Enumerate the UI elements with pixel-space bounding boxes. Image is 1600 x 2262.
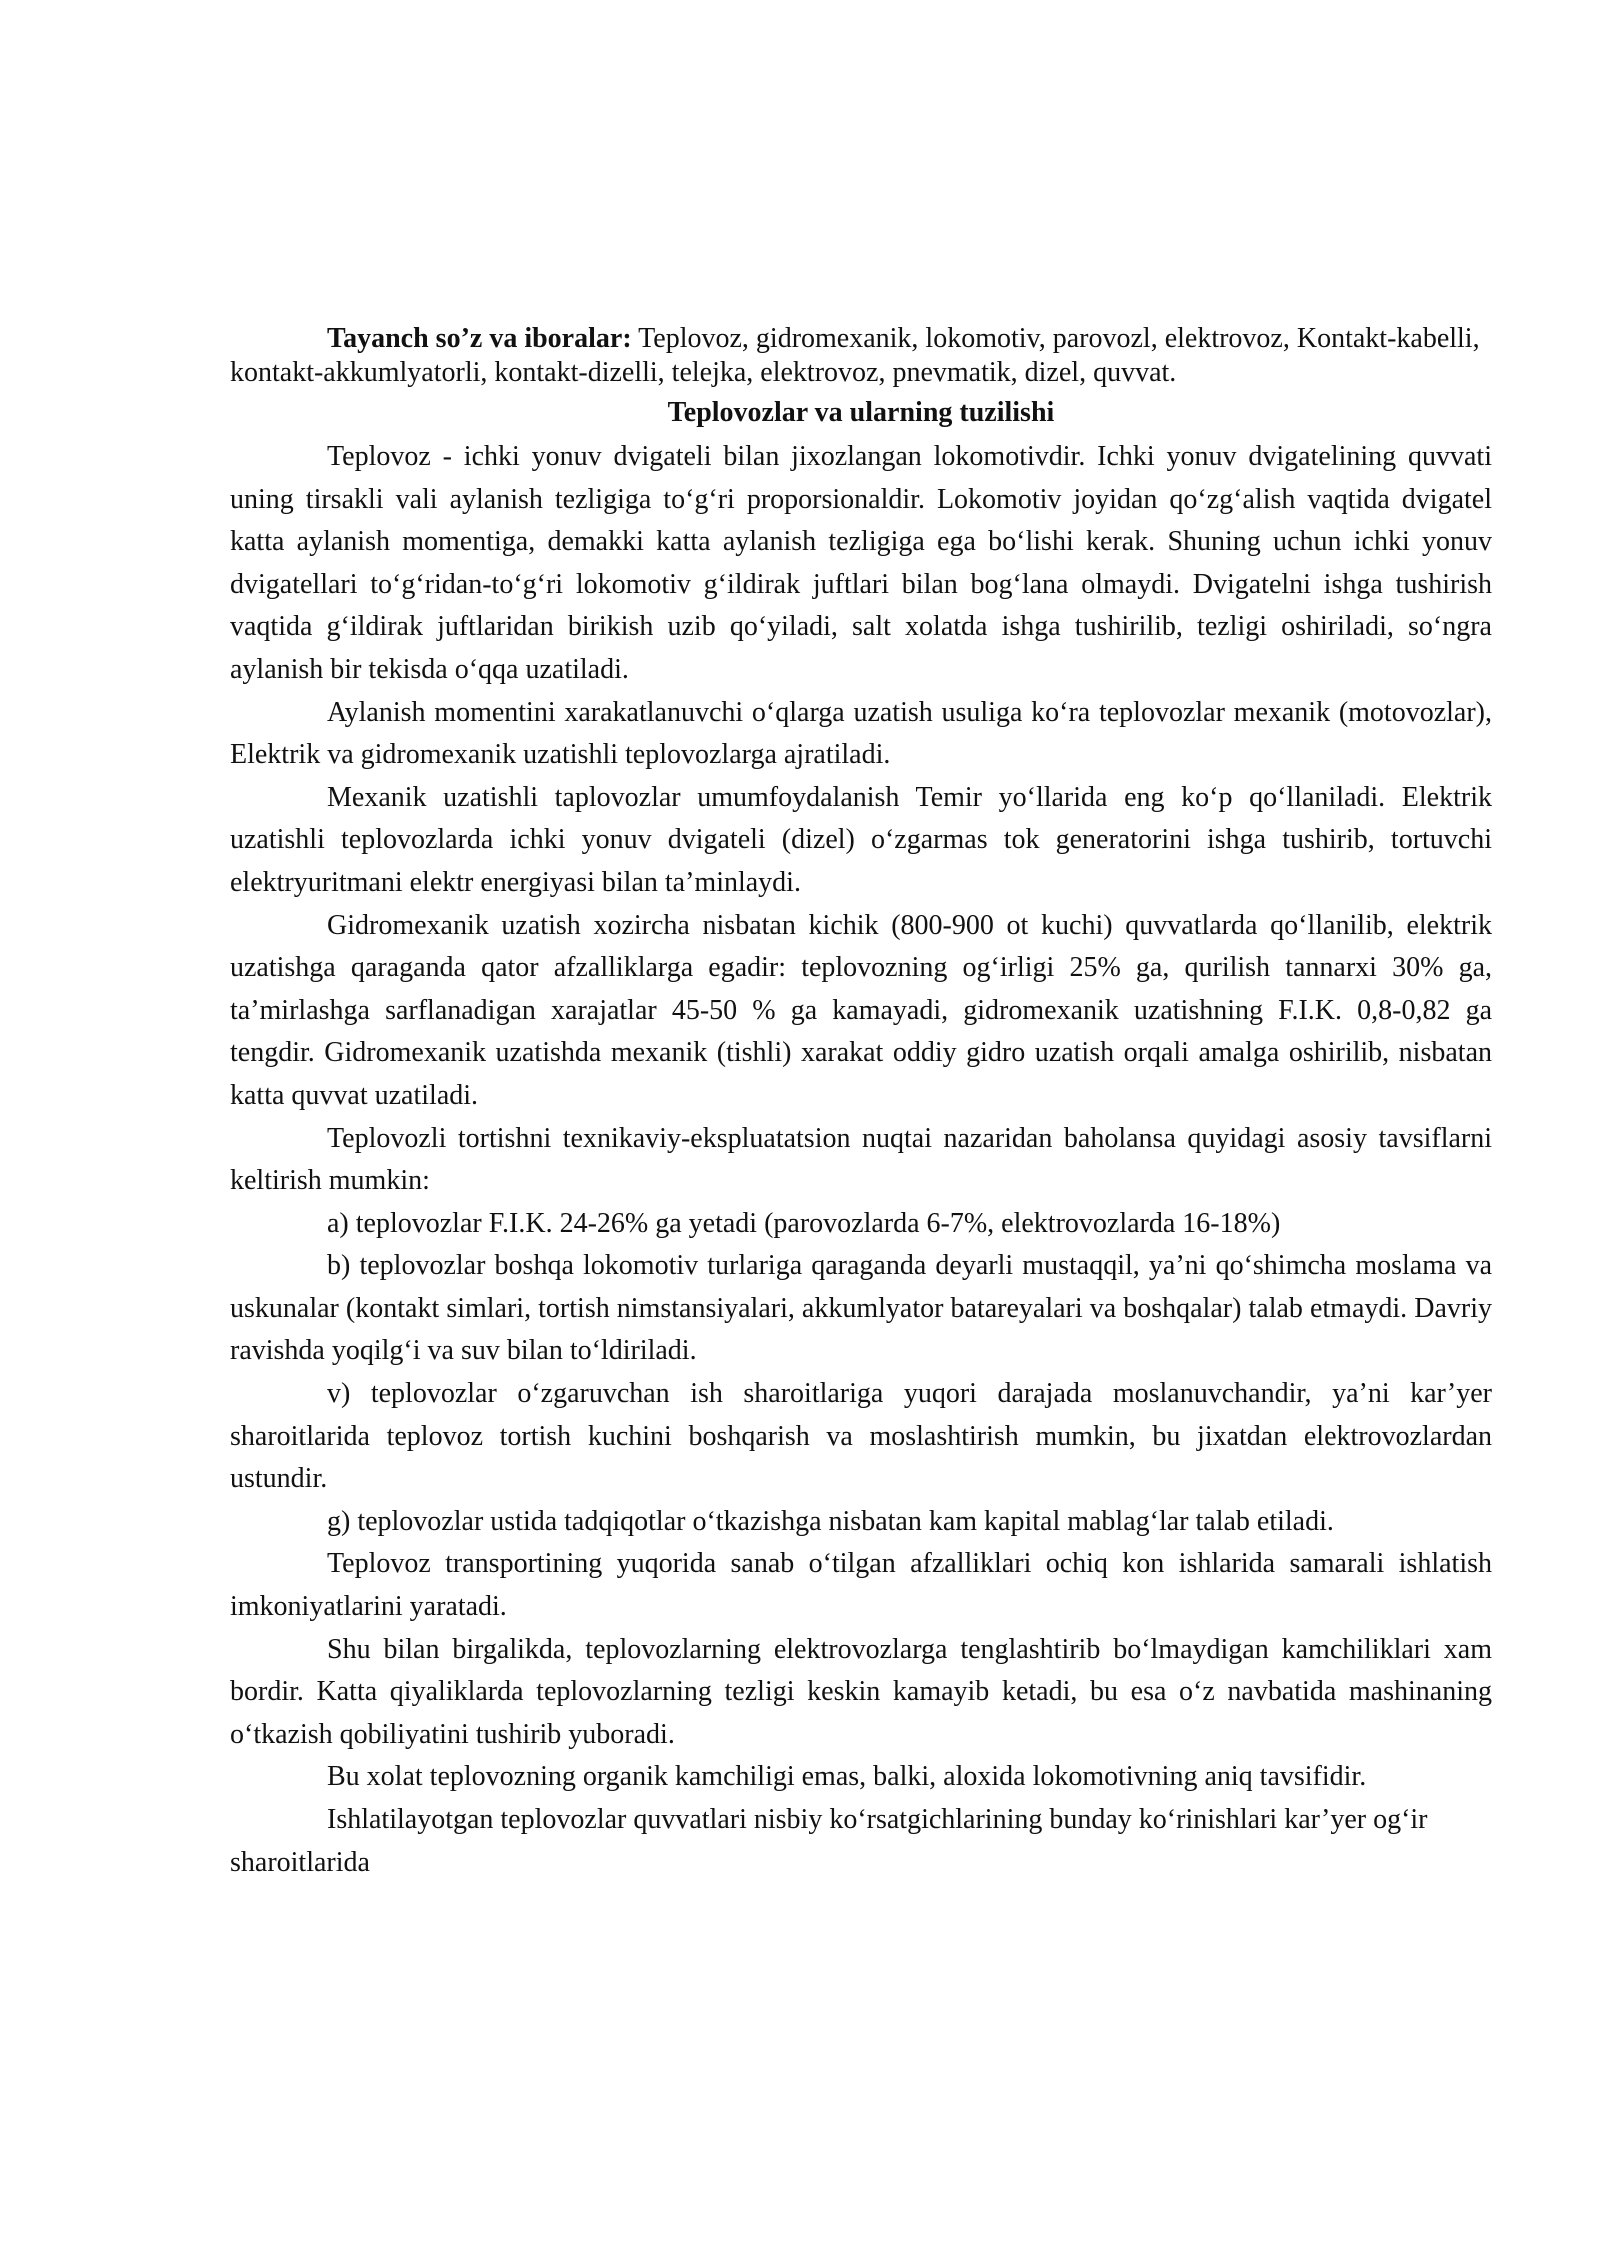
list-item-a: a) teplovozlar F.I.K. 24-26% ga yetadi (parovozlarda 6-7%, elektrovozlarda 16-18%) <box>327 1207 1281 1239</box>
keywords-lead: Tayanch so’z va iboralar: <box>327 323 632 354</box>
paragraph-6: Teplovoz transportining yuqorida sanab o‘tilgan afzalliklari ochiq kon ishlarida samarali ishlatish imkoniyatlarini yaratadi. <box>230 1548 1492 1623</box>
list-item-g: g) teplovozlar ustida tadqiqotlar o‘tkazishga nisbatan kam kapital mablag‘lar talab etiladi. <box>327 1505 1334 1537</box>
paragraph-8: Bu xolat teplovozning organik kamchiligi emas, balki, aloxida lokomotivning aniq tavsifidir. <box>327 1761 1367 1793</box>
paragraph-7: Shu bilan birgalikda, teplovozlarning elektrovozlarga tenglashtirib bo‘lmaydigan kamchiliklari xam bordir. Katta qiyaliklarda teplovozlarning tezligi keskin kamayib ketadi, bu esa o‘z navbatida mashinaning o‘tkazish qobiliyatini tushirib yuboradi. <box>230 1633 1492 1750</box>
keywords-paragraph <box>230 322 1492 390</box>
paragraph-2: Aylanish momentini xarakatlanuvchi o‘qlarga uzatish usuliga ko‘ra teplovozlar mexanik (motovozlar), Elektrik va gidromexanik uzatishli teplovozlarga ajratiladi. <box>230 696 1492 771</box>
paragraph-1: Teplovoz - ichki yonuv dvigateli bilan jixozlangan lokomotivdir. Ichki yonuv dvigatelining quvvati uning tirsakli vali aylanish tezligiga to‘g‘ri proporsionaldir. Lokomotiv joyidan qo‘zg‘alish vaqtida dvigatel katta aylanish momentiga, demakki katta aylanish tezligiga ega bo‘lishi kerak. Shuning uchun ichki yonuv dvigatellari to‘g‘ridan-to‘g‘ri lokomotiv g‘ildirak juftlari bilan bog‘lana olmaydi. Dvigatelni ishga tushirish vaqtida g‘ildirak juftlaridan birikish uzib qo‘yiladi, salt xolatda ishga tushirilib, tezligi oshiriladi, so‘ngra aylanish bir tekisda o‘qqa uzatiladi. <box>230 441 1492 685</box>
list-item-b: b) teplovozlar boshqa lokomotiv turlariga qaraganda deyarli mustaqqil, ya’ni qo‘shimcha moslama va uskunalar (kontakt simlari, tortish nimstansiyalari, akkumlyator batareyalari va boshqalar) talab etmaydi. Davriy ravishda yoqilg‘i va suv bilan to‘ldiriladi. <box>230 1250 1492 1367</box>
paragraph-4: Gidromexanik uzatish xozircha nisbatan kichik (800-900 ot kuchi) quvvatlarda qo‘llanilib, elektrik uzatishga qaraganda qator afzalliklarga egadir: teplovozning og‘irligi 25% ga, qurilish tannarxi 30% ga, ta’mirlashga sarflanadigan xarajatlar 45-50 % ga kamayadi, gidromexanik uzatishning F.I.K. 0,8-0,82 ga tengdir. Gidromexanik uzatishda mexanik (tishli) xarakat oddiy gidro uzatish orqali amalga oshirilib, nisbatan katta quvvat uzatiladi. <box>230 909 1492 1111</box>
paragraph-3: Mexanik uzatishli taplovozlar umumfoydalanish Temir yo‘llarida eng ko‘p qo‘llaniladi. Elektrik uzatishli teplovozlarda ichki yonuv dvigateli (dizel) o‘zgarmas tok generatorini ishga tushirib, tortuvchi elektryuritmani elektr energiyasi bilan ta’minlaydi. <box>230 781 1492 898</box>
paragraph-5: Teplovozli tortishni texnikaviy-ekspluatatsion nuqtai nazaridan baholansa quyidagi asosiy tavsiflarni keltirish mumkin: <box>230 1122 1492 1197</box>
keywords-text: Teplovoz, gidromexanik, lokomotiv, parovozl, elektrovoz, Kontakt-kabelli, kontakt-akkumlyatorli, kontakt-dizelli, telejka, elektrovoz, pnevmatik, dizel, quvvat. <box>230 323 1480 388</box>
list-item-v: v) teplovozlar o‘zgaruvchan ish sharoitlariga yuqori darajada moslanuvchandir, ya’ni kar’yer sharoitlarida teplovoz tortish kuchini boshqarish va moslashtirish mumkin, bu jixatdan elektrovozlardan ustundir. <box>230 1378 1492 1495</box>
paragraph-9: Ishlatilayotgan teplovozlar quvvatlari nisbiy ko‘rsatgichlarining bunday ko‘rinishlari kar’yer og‘ir sharoitlarida <box>230 1804 1428 1878</box>
document-page <box>230 322 1492 1884</box>
section-heading: Teplovozlar va ularning tuzilishi <box>667 397 1055 428</box>
